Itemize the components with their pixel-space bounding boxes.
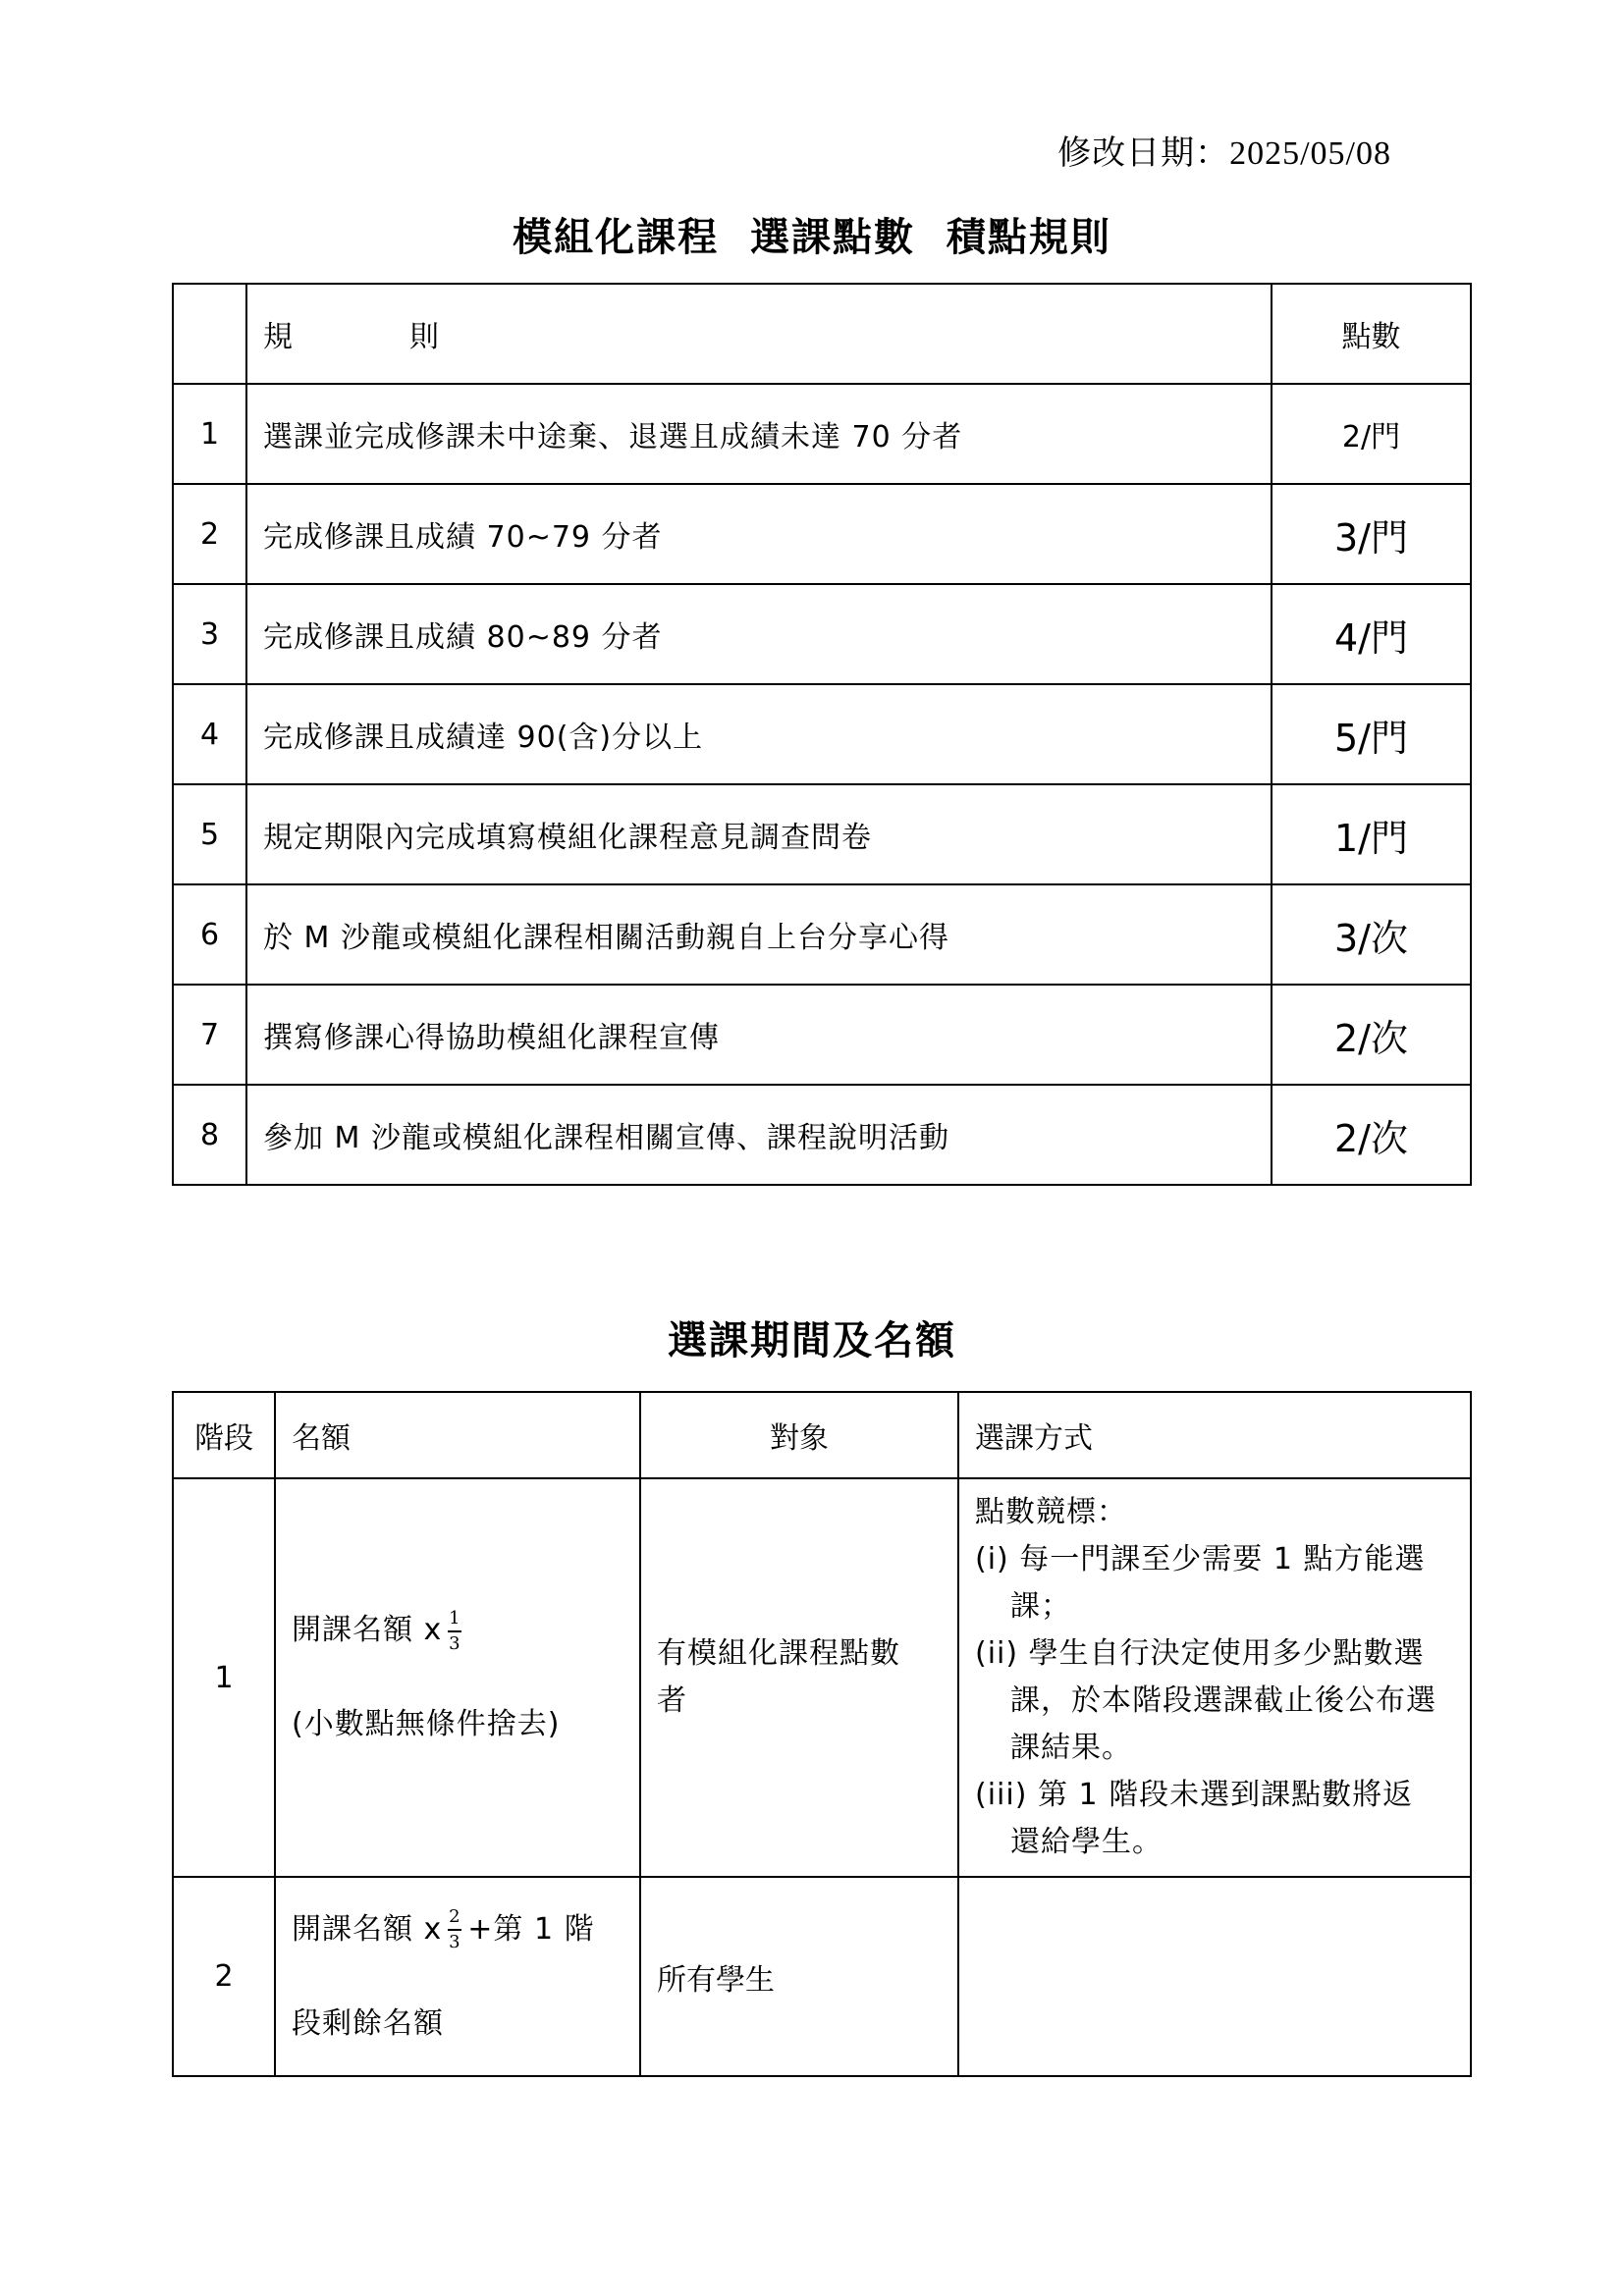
fraction-denominator: 3 xyxy=(449,1932,461,1952)
revision-date xyxy=(1057,126,1391,174)
header-rule-cell xyxy=(246,284,1272,384)
row-number: 8 xyxy=(173,1085,246,1185)
row-number: 2 xyxy=(173,484,246,584)
header-quota-cell: 名額 xyxy=(275,1392,640,1478)
table-row xyxy=(173,584,1471,684)
method-title: 點數競標： xyxy=(975,1495,1127,1529)
table-row xyxy=(173,1478,1471,1877)
quota-title: 選課期間及名額 xyxy=(668,1318,956,1363)
quota-formula xyxy=(292,1906,639,1953)
quota-prefix: 開課名額 x xyxy=(292,1613,443,1647)
method-line: (ii) 學生自行決定使用多少點數選 xyxy=(975,1636,1425,1671)
table-row xyxy=(173,884,1471,985)
fraction xyxy=(448,1607,461,1654)
header-points-cell: 點數 xyxy=(1272,284,1471,384)
row-number: 7 xyxy=(173,985,246,1085)
header-target-cell: 對象 xyxy=(640,1392,958,1478)
row-points: 2/次 xyxy=(1272,1085,1471,1185)
row-rule: 參加 M 沙龍或模組化課程相關宣傳、課程說明活動 xyxy=(246,1085,1272,1185)
table-header-row xyxy=(173,284,1471,384)
header-number-cell xyxy=(173,284,246,384)
header-stage-cell: 階段 xyxy=(173,1392,275,1478)
header-method-cell: 選課方式 xyxy=(958,1392,1471,1478)
row-number: 5 xyxy=(173,784,246,884)
stage-quota xyxy=(275,1478,640,1877)
fraction-denominator: 3 xyxy=(449,1632,461,1654)
row-rule: 撰寫修課心得協助模組化課程宣傳 xyxy=(246,985,1272,1085)
rules-title: 模組化課程 選課點數 積點規則 xyxy=(513,215,1111,260)
stage-method xyxy=(958,1478,1471,1877)
method-line: 還給學生。 xyxy=(1010,1825,1163,1859)
row-rule: 於 M 沙龍或模組化課程相關活動親自上台分享心得 xyxy=(246,884,1272,985)
quota-formula xyxy=(292,1607,639,1654)
row-points: 4/門 xyxy=(1272,584,1471,684)
row-rule: 完成修課且成績 70~79 分者 xyxy=(246,484,1272,584)
row-rule: 完成修課且成績達 90(含)分以上 xyxy=(246,684,1272,784)
row-points: 2/次 xyxy=(1272,985,1471,1085)
row-points: 3/次 xyxy=(1272,884,1471,985)
stage-number: 2 xyxy=(173,1877,275,2076)
stage-number: 1 xyxy=(173,1478,275,1877)
row-rule: 選課並完成修課未中途棄、退選且成績未達 70 分者 xyxy=(246,384,1272,484)
table-row xyxy=(173,484,1471,584)
table-row xyxy=(173,1085,1471,1185)
target-line: 有模組化課程點數 xyxy=(657,1636,900,1671)
fraction xyxy=(448,1908,461,1951)
revision-date-label: 修改日期： xyxy=(1057,133,1230,173)
row-rule: 完成修課且成績 80~89 分者 xyxy=(246,584,1272,684)
row-points: 3/門 xyxy=(1272,484,1471,584)
stage-target: 所有學生 xyxy=(640,1877,958,2076)
quota-prefix: 開課名額 x xyxy=(292,1911,443,1947)
quota-suffix: +第 1 階 xyxy=(467,1911,595,1947)
header-rule-char-1: 規 xyxy=(263,320,294,354)
table-row xyxy=(173,1877,1471,2076)
row-number: 6 xyxy=(173,884,246,985)
stage-target xyxy=(640,1478,958,1877)
row-points: 2/門 xyxy=(1272,384,1471,484)
revision-date-value: 2025/05/08 xyxy=(1229,135,1391,172)
table-row xyxy=(173,784,1471,884)
table-row xyxy=(173,684,1471,784)
quota-note: (小數點無條件捨去) xyxy=(292,1707,561,1741)
method-line: 課，於本階段選課截止後公布選 xyxy=(1010,1683,1436,1718)
stage-quota xyxy=(275,1877,640,2076)
row-number: 3 xyxy=(173,584,246,684)
target-line: 者 xyxy=(657,1683,687,1718)
points-rules-table xyxy=(172,283,1472,1186)
enrollment-quota-table xyxy=(172,1391,1472,2077)
method-line: (iii) 第 1 階段未選到課點數將返 xyxy=(975,1778,1414,1812)
method-line: 課結果。 xyxy=(1010,1731,1132,1765)
table-row xyxy=(173,384,1471,484)
method-line: 課； xyxy=(1010,1589,1071,1624)
header-rule-char-2: 則 xyxy=(409,320,440,354)
quota-line: 段剩餘名額 xyxy=(292,2005,444,2041)
fraction-numerator: 1 xyxy=(449,1607,461,1629)
row-points: 5/門 xyxy=(1272,684,1471,784)
method-line: (i) 每一門課至少需要 1 點方能選 xyxy=(975,1542,1426,1576)
stage-method-empty xyxy=(958,1877,1471,2076)
table-row xyxy=(173,985,1471,1085)
row-number: 4 xyxy=(173,684,246,784)
table-header-row xyxy=(173,1392,1471,1478)
row-rule: 規定期限內完成填寫模組化課程意見調查問卷 xyxy=(246,784,1272,884)
fraction-numerator: 2 xyxy=(449,1906,461,1927)
row-points: 1/門 xyxy=(1272,784,1471,884)
row-number: 1 xyxy=(173,384,246,484)
